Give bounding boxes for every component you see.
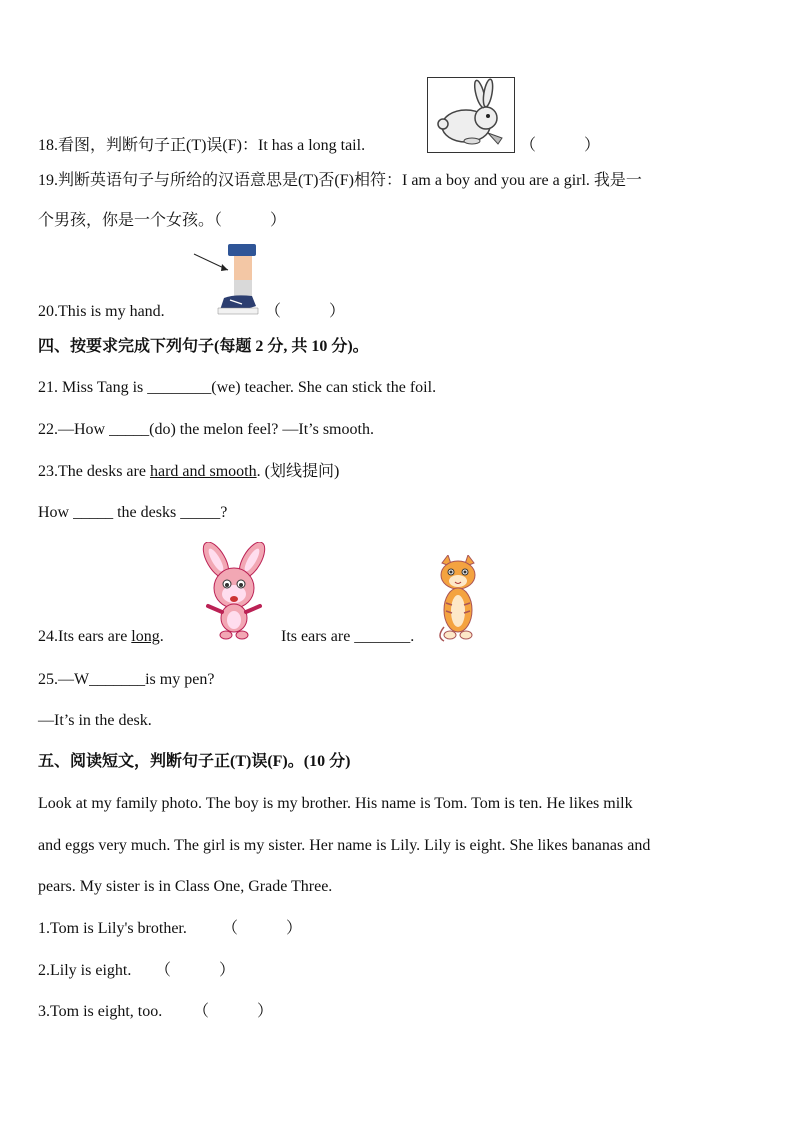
item-2-answer[interactable] — [155, 960, 235, 982]
rabbit-picture — [427, 77, 515, 153]
item-3-answer[interactable] — [193, 1001, 273, 1023]
passage-line-2: and eggs very much. The girl is my sister. Her name is Lily. Lily is eight. She likes bananas and — [38, 837, 651, 854]
question-23-underlined: hard and smooth — [149, 463, 257, 480]
section-5-title: 五、阅读短文，判断句子正(T)误(F)。(10 分) — [38, 753, 351, 770]
answer-parentheses: （ ） — [520, 137, 601, 154]
passage-line-3: pears. My sister is in Class One, Grade Three. — [38, 878, 333, 895]
question-24 — [38, 626, 164, 648]
question-19-line2: 个男孩，你是一个女孩。（ ） — [38, 212, 287, 229]
item-2-text: 2.Lily is eight. — [38, 962, 132, 979]
question-24-prefix: 24.Its ears are — [38, 628, 132, 645]
question-20-text: 20.This is my hand. — [38, 303, 165, 320]
leg-foot-icon — [190, 244, 260, 318]
question-22: 22.—How _____(do) the melon feel? —It’s smooth. — [38, 421, 374, 438]
answer-parentheses: （ ） — [193, 1003, 274, 1020]
question-25-line2: —It’s in the desk. — [38, 712, 152, 729]
question-24-underlined: long — [131, 628, 160, 645]
cartoon-rabbit-icon — [192, 542, 276, 642]
section-4-title: 四、按要求完成下列句子(每题 2 分, 共 10 分)。 — [38, 338, 369, 355]
question-24-second: Its ears are _______. — [281, 628, 415, 645]
item-3 — [38, 1001, 162, 1023]
question-25-line1: 25.—W_______is my pen? — [38, 671, 215, 688]
answer-parentheses: （ ） — [222, 920, 303, 937]
cartoon-cat-icon — [436, 555, 480, 643]
question-24-suffix: . — [159, 628, 164, 645]
question-21: 21. Miss Tang is ________(we) teacher. She can stick the foil. — [38, 379, 437, 396]
passage-line-1: Look at my family photo. The boy is my brother. His name is Tom. Tom is ten. He likes milk — [38, 795, 633, 812]
pink-rabbit-picture — [192, 542, 276, 642]
question-23 — [38, 461, 339, 483]
question-19-line1: 19.判断英语句子与所给的汉语意思是(T)否(F)相符：I am a boy and you are a girl. 我是一 — [38, 172, 642, 189]
item-1-answer[interactable] — [222, 918, 302, 940]
question-20-answer[interactable] — [265, 301, 345, 323]
item-1 — [38, 918, 187, 940]
item-1-text: 1.Tom is Lily's brother. — [38, 920, 187, 937]
question-20 — [38, 301, 165, 323]
question-23-suffix: . (划线提问) — [256, 463, 340, 480]
answer-parentheses: （ ） — [155, 962, 236, 979]
question-18-text: 18.看图，判断句子正(T)误(F)：It has a long tail. — [38, 137, 366, 154]
question-23-prefix: 23.The desks are — [38, 463, 150, 480]
question-18-answer[interactable] — [520, 135, 600, 157]
question-18 — [38, 135, 365, 157]
cat-picture — [436, 555, 480, 643]
item-2 — [38, 960, 131, 982]
rabbit-icon — [428, 78, 514, 152]
answer-parentheses: （ ） — [265, 303, 346, 320]
leg-picture — [190, 244, 260, 318]
question-23-line2: How _____ the desks _____? — [38, 504, 228, 521]
item-3-text: 3.Tom is eight, too. — [38, 1003, 163, 1020]
